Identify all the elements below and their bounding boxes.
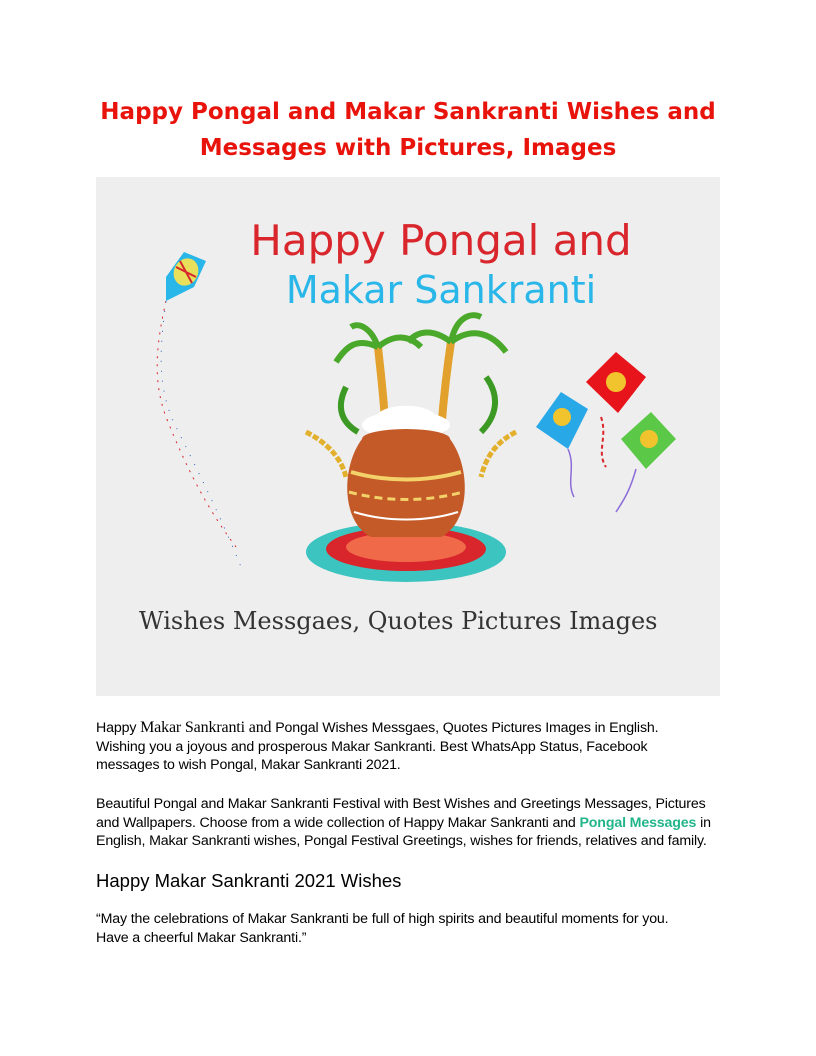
banner-line-1: Happy Pongal and [250, 216, 632, 265]
intro-line-2: Wishing you a joyous and prosperous Makar Sankranti. Best WhatsApp Status, Facebook [96, 738, 648, 755]
intro-line-3: messages to wish Pongal, Makar Sankranti 2021. [96, 757, 401, 773]
desc-line-1: Beautiful Pongal and Makar Sankranti Festival with Best Wishes and Greetings Messages, Pictures [96, 796, 706, 812]
banner-line-2: Makar Sankranti [285, 268, 597, 312]
page-title [96, 94, 720, 166]
banner-caption: Wishes Messgaes, Quotes Pictures Images [139, 607, 658, 635]
quote-line-2: Have a cheerful Makar Sankranti.” [96, 929, 307, 946]
intro-paragraph [96, 719, 726, 775]
desc-text: and Wallpapers. Choose from a wide collection of Happy Makar Sankranti and [96, 814, 580, 831]
title-line-1: Happy Pongal and Makar Sankranti Wishes and [100, 99, 716, 125]
quote-paragraph [96, 910, 726, 947]
desc-line-2 [96, 814, 726, 833]
quote-line-1: “May the celebrations of Makar Sankranti be full of high spirits and beautiful moments for you. [96, 911, 669, 927]
pongal-banner-image [96, 177, 720, 696]
desc-text: in [696, 814, 711, 831]
intro-serif-text: Makar Sankranti and [140, 719, 272, 736]
kites-right-icon [536, 352, 676, 512]
kite-left-icon [157, 252, 241, 567]
pongal-pot-icon [347, 406, 465, 537]
intro-text: Pongal Wishes Messgaes, Quotes Pictures Images in English. [271, 720, 659, 736]
pongal-messages-link[interactable]: Pongal Messages [579, 814, 697, 831]
intro-line-1 [96, 719, 726, 738]
desc-line-3: English, Makar Sankranti wishes, Pongal Festival Greetings, wishes for friends, relatives and family. [96, 833, 707, 849]
section-heading: Happy Makar Sankranti 2021 Wishes [96, 870, 402, 891]
title-line-2: Messages with Pictures, Images [199, 135, 617, 161]
intro-text: Happy [96, 720, 141, 736]
description-paragraph [96, 795, 726, 851]
